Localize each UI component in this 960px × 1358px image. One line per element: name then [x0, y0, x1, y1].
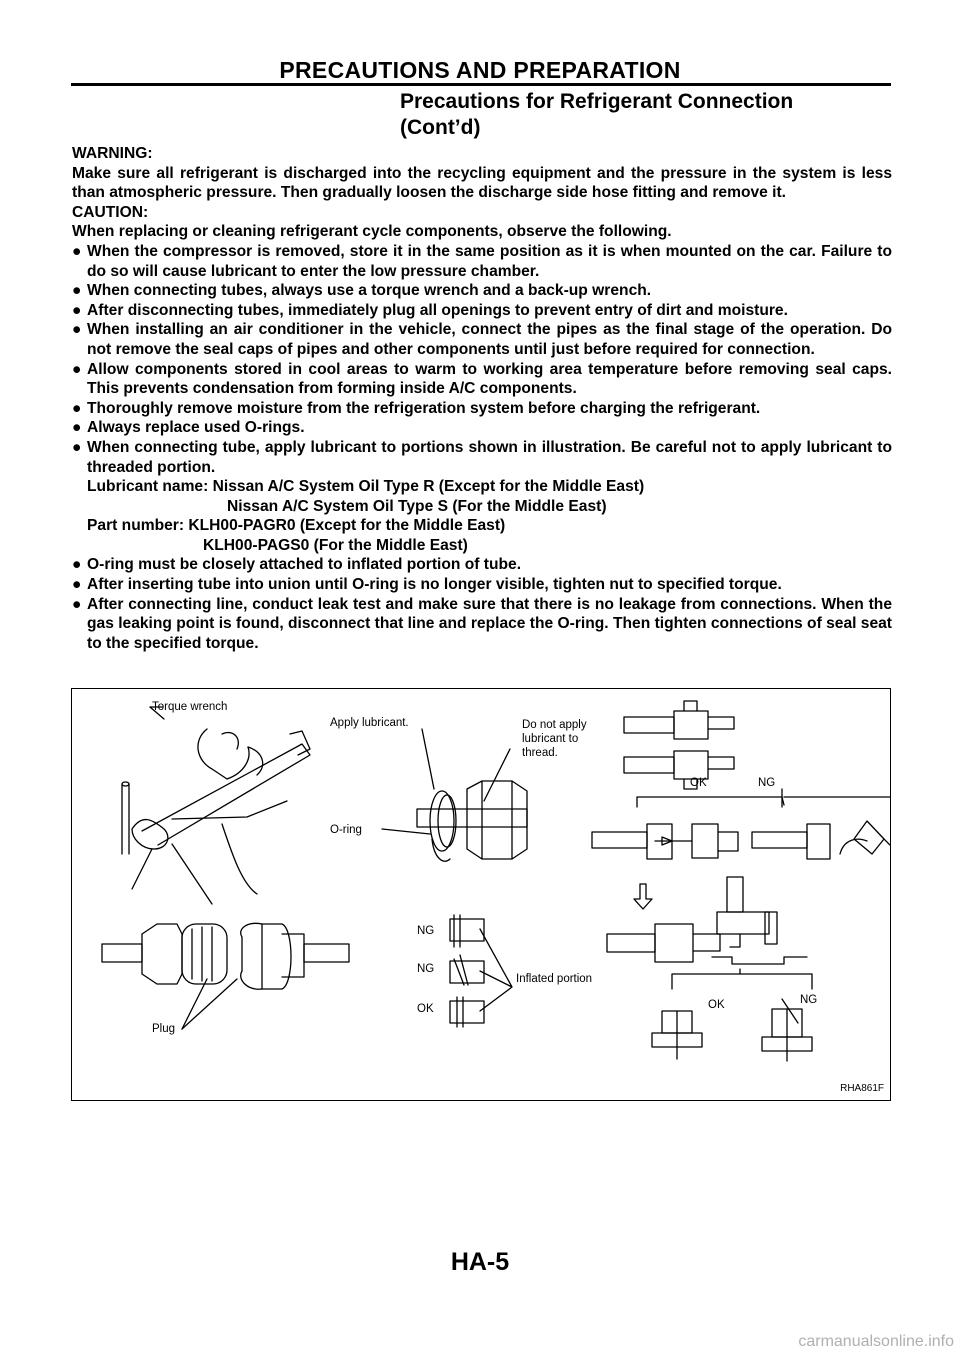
list-item: ● When installing an air conditioner in the vehicle, connect the pipes as the final stage of the operation. Do not remove the seal caps of pipes and other components until just before required for connection.: [72, 321, 892, 358]
bullet-icon: ●: [72, 556, 82, 574]
list-item: ● O-ring must be closely attached to inflated portion of tube.: [72, 556, 522, 574]
header-rule: [71, 83, 891, 86]
list-item: ● Thoroughly remove moisture from the refrigeration system before charging the refrigerant.: [72, 399, 761, 417]
watermark: carmanualsonline.info: [798, 1333, 954, 1350]
subsection-title-line2: (Cont’d): [400, 116, 481, 139]
ok-sample-label: OK: [417, 1003, 434, 1015]
inflated-portion-label: Inflated portion: [516, 973, 593, 985]
part-number-line-2: KLH00-PAGS0 (For the Middle East): [203, 536, 468, 554]
bullet-icon: ●: [72, 321, 82, 339]
do-not-apply-label-1: Do not apply: [522, 719, 587, 731]
bullet-icon: ●: [72, 301, 82, 319]
part-number-line: Part number: KLH00-PAGR0 (Except for the Middle East): [87, 517, 506, 535]
illustration-drawing: [72, 689, 890, 1100]
list-item: ● Always replace used O-rings.: [72, 419, 305, 437]
caution-intro: When replacing or cleaning refrigerant cycle components, observe the following.: [72, 223, 672, 241]
o-ring-fitting-drawing: [382, 729, 527, 861]
bullet-icon: ●: [72, 399, 82, 417]
bullet-icon: ●: [72, 419, 82, 437]
bullet-icon: ●: [72, 360, 82, 378]
ng-label: NG: [758, 777, 776, 789]
list-item: ● When the compressor is removed, store it in the same position as it is when mounted on the car. Failure to do so will cause lubricant to enter the low pressure chamber.: [72, 242, 892, 280]
ok-ng-steps-drawing: [592, 701, 890, 962]
bullet-icon: ●: [72, 242, 82, 260]
bullet-icon: ●: [72, 282, 82, 300]
warning-label: WARNING:: [72, 145, 153, 162]
ng-sample-label: NG: [417, 925, 435, 937]
bullet-icon: ●: [72, 576, 82, 594]
do-not-apply-label-2: lubricant to: [522, 733, 579, 745]
list-item: ● After disconnecting tubes, immediately plug all openings to prevent entry of dirt and moisture.: [72, 301, 788, 319]
torque-wrench-label: Torque wrench: [152, 701, 228, 713]
plug-label: Plug: [152, 1023, 176, 1035]
apply-lubricant-label: Apply lubricant.: [330, 717, 409, 729]
subsection-title: [400, 89, 793, 141]
ok-label: OK: [690, 777, 707, 789]
connection-illustration: [71, 688, 891, 1101]
bullet-icon: ●: [72, 438, 82, 456]
bullet-icon: ●: [72, 595, 82, 613]
list-item: ● Allow components stored in cool areas to warm to working area temperature before removing seal caps. This prevents condensation from forming inside A/C components.: [72, 360, 892, 398]
caution-label: CAUTION:: [72, 203, 149, 221]
body-text: [72, 144, 892, 653]
do-not-apply-label-3: thread.: [522, 747, 558, 759]
list-item: ● When connecting tube, apply lubricant to portions shown in illustration. Be careful not to apply lubricant to threaded portion.: [72, 438, 892, 476]
list-item: ● After inserting tube into union until O-ring is no longer visible, tighten nut to specified torque.: [72, 576, 782, 594]
lubricant-name-line: Lubricant name: Nissan A/C System Oil Type R (Except for the Middle East): [87, 478, 645, 496]
page-number: HA-5: [450, 1248, 510, 1276]
o-ring-label: O-ring: [330, 824, 362, 836]
list-item: ● When connecting tubes, always use a torque wrench and a back-up wrench.: [72, 282, 652, 300]
figure-code: RHA861F: [840, 1083, 884, 1094]
list-item: ● After connecting line, conduct leak test and make sure that there is no leakage from connections. When the gas leaking point is found, disconnect that line and replace the O-ring. Then tighten connections of seal seat to the specified torque.: [72, 595, 892, 652]
subsection-title-line1: Precautions for Refrigerant Connection: [400, 90, 794, 113]
union-nut-drawing: [652, 877, 812, 1061]
torque-wrench-drawing: [122, 707, 310, 904]
plug-drawing: [102, 923, 349, 1029]
inflated-portion-drawing: [450, 915, 512, 1027]
lubricant-name-line-2: Nissan A/C System Oil Type S (For the Middle East): [227, 497, 607, 515]
warning-text: Make sure all refrigerant is discharged into the recycling equipment and the pressure in the system is less than atmospheric pressure. Then gradually loosen the discharge side hose fitting and remove it.: [72, 164, 892, 202]
ng-sample-label: NG: [417, 963, 435, 975]
ng-nut-label: NG: [800, 994, 818, 1006]
section-title: PRECAUTIONS AND PREPARATION: [279, 57, 681, 83]
ok-nut-label: OK: [708, 999, 725, 1011]
